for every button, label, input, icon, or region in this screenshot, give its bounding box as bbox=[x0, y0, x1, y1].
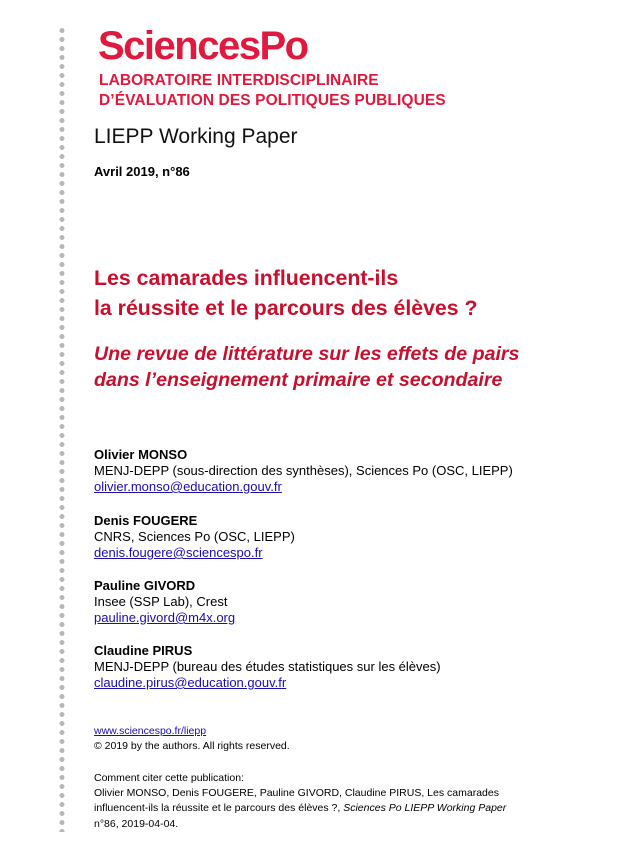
citation-heading: Comment citer cette publication: bbox=[94, 772, 244, 784]
citation-series-text: Sciences Po LIEPP Working Paper bbox=[343, 802, 507, 815]
lab-name-line1: LABORATOIRE INTERDISCIPLINAIRE bbox=[99, 72, 379, 89]
lab-name bbox=[99, 71, 446, 110]
author-block bbox=[94, 578, 235, 626]
author-block bbox=[94, 513, 295, 561]
citation-block bbox=[94, 771, 594, 832]
author-name: Pauline GIVORD bbox=[94, 578, 196, 593]
paper-title bbox=[94, 263, 478, 323]
citation-authors-line: Olivier MONSO, Denis FOUGERE, Pauline GIVORD, Claudine PIRUS, Les camarades bbox=[94, 787, 499, 800]
citation-title-text: influencent-ils la réussite et le parcours des élèves ?, bbox=[94, 802, 344, 815]
paper-subtitle-line2: dans l’enseignement primaire et secondaire bbox=[94, 369, 503, 391]
author-email-link[interactable]: denis.fougere@sciencespo.fr bbox=[94, 545, 263, 560]
copyright-notice: © 2019 by the authors. All rights reserved. bbox=[94, 740, 290, 752]
author-affiliation: MENJ-DEPP (sous-direction des synthèses), Sciences Po (OSC, LIEPP) bbox=[94, 463, 513, 478]
author-name: Denis FOUGERE bbox=[94, 513, 198, 528]
liepp-website-link[interactable]: www.sciencespo.fr/liepp bbox=[94, 725, 207, 737]
paper-title-line1: Les camarades influencent-ils bbox=[94, 266, 399, 290]
sciencespo-logo: SciencesPo bbox=[98, 24, 308, 68]
series-title: LIEPP Working Paper bbox=[94, 125, 298, 148]
author-email-link[interactable]: olivier.monso@education.gouv.fr bbox=[94, 479, 282, 494]
author-affiliation: MENJ-DEPP (bureau des études statistiques sur les élèves) bbox=[94, 659, 441, 674]
author-name: Claudine PIRUS bbox=[94, 643, 193, 658]
author-name: Olivier MONSO bbox=[94, 447, 188, 462]
author-block bbox=[94, 447, 513, 495]
author-email-link[interactable]: claudine.pirus@education.gouv.fr bbox=[94, 675, 287, 690]
citation-title-line bbox=[94, 801, 594, 816]
paper-subtitle-line1: Une revue de littérature sur les effets de pairs bbox=[94, 343, 520, 365]
dotted-margin-rule bbox=[59, 26, 65, 832]
paper-subtitle bbox=[94, 341, 519, 393]
citation-number-line: n°86, 2019-04-04. bbox=[94, 817, 179, 830]
issue-date: Avril 2019, n°86 bbox=[94, 164, 190, 179]
author-affiliation: Insee (SSP Lab), Crest bbox=[94, 594, 228, 609]
author-email-link[interactable]: pauline.givord@m4x.org bbox=[94, 610, 236, 625]
author-affiliation: CNRS, Sciences Po (OSC, LIEPP) bbox=[94, 529, 295, 544]
lab-name-line2: D’ÉVALUATION DES POLITIQUES PUBLIQUES bbox=[99, 91, 446, 109]
author-block bbox=[94, 643, 441, 691]
paper-title-line2: la réussite et le parcours des élèves ? bbox=[94, 296, 478, 320]
